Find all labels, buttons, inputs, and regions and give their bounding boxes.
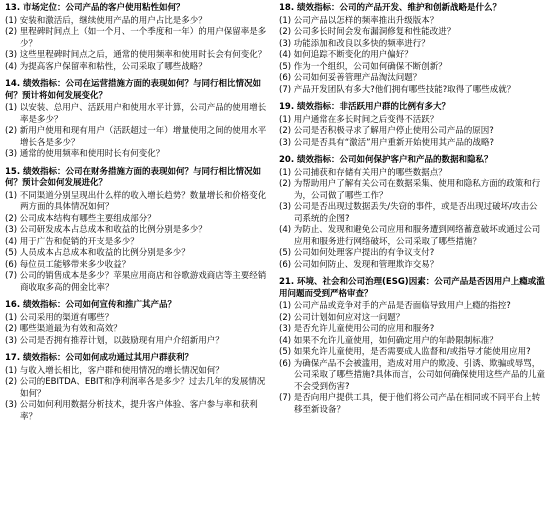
list-item: (5) 如果允许儿童使用，是否需要成人监督和/或指导才能使用应用? (279, 347, 531, 357)
section-title: 15. 绩效指标：公司在财务措施方面的表现如何？与同行相比情况如何？预计会如何发展进化？ (5, 166, 262, 188)
list-item: (1) 公司产品或竞争对手的产品是否面临导致用户上瘾的指控? (279, 301, 511, 311)
left-column (5, 3, 271, 429)
list-item: (1) 公司捕获和存储有关用户的哪些数据点？ (279, 167, 447, 178)
list-item: (3) 公司是否具有“激活”用户重新开始使用其产品的战略? (279, 137, 495, 148)
list-item: (7) 公司的销售成本是多少？苹果应用商店和谷歌游戏商店等主要经销商收取多高的佣金比率？ (5, 271, 267, 293)
list-item: (3) 公司是否出现过数据丢失/失窃的事件，或是否出现过破坏/攻击公司系统的企图? (279, 202, 538, 224)
list-item: (3) 功能添加和改良以多快的频率进行？ (279, 38, 430, 49)
list-item: (7) 产品开发团队有多大?他们拥有哪些技能?取得了哪些成就？ (279, 84, 516, 95)
list-item: (1) 不同渠道分别呈现出什么样的收入增长趋势？数量增长和价格变化两方面的具体情况如何？ (5, 190, 267, 212)
section-20 (279, 155, 545, 271)
list-item: (4) 用于广告和促销的开支是多少？ (5, 236, 139, 247)
list-item: (5) 公司如何处理客户提出的有争议支付? (279, 248, 435, 258)
list-item: (1) 用户通常在多长时间之后变得不活跃？ (279, 114, 439, 125)
list-item: (2) 公司计划如何应对这一问题？ (279, 312, 405, 323)
list-item: (3) 公司是否拥有推荐计划，以鼓励现有用户介绍新用户？ (5, 335, 224, 346)
list-item: (2) 公司成本结构有哪些主要组成部分？ (5, 213, 156, 224)
list-item: (2) 为帮助用户了解有关公司在数据采集、使用和隐私方面的政策和行为，公司做了哪些工作？ (279, 179, 541, 201)
list-item: (3) 是否允许儿童使用公司的应用和服务? (279, 324, 435, 334)
list-item: (4) 如果不允许儿童使用，如何确定用户的年龄限制标准？ (279, 335, 498, 346)
list-item: (5) 人员成本占总成本和收益的比例分别是多少？ (5, 248, 190, 258)
list-item: (1) 与收入增长相比，客户群和使用情况的增长情况如何？ (5, 365, 224, 376)
section-title: 14. 绩效指标：公司在运营措施方面的表现如何？与同行相比情况如何？预计将如何发展变化？ (5, 79, 262, 101)
list-item: (2) 公司是否积极寻求了解用户停止使用公司产品的原因? (279, 126, 494, 136)
section-19 (279, 102, 545, 149)
section-title: 16. 绩效指标：公司如何宣传和推广其产品？ (5, 300, 177, 310)
section-title: 21. 环境、社会和公司治理(ESG)因素：公司产品是否因用户上瘾或滥用问题而受到严格审查？ (279, 277, 545, 299)
section-18 (279, 3, 545, 96)
list-item: (1) 安装和激活后，继续使用产品的用户占比是多少？ (5, 15, 207, 26)
list-item: (1) 公司产品以怎样的频率推出升级版本？ (279, 15, 439, 26)
right-column (279, 3, 545, 422)
list-item: (4) 为防止、发现和避免公司应用和服务遭到网络蓄意破坏或通过公司应用和服务进行网络破坏，公司采取了哪些措施？ (279, 225, 541, 247)
section-15 (5, 167, 271, 295)
section-14 (5, 79, 271, 161)
list-item: (6) 每位员工能够带来多少收益？ (5, 259, 131, 270)
list-item: (1) 以安装、总用户、活跃用户和使用水平计算，公司产品的使用增长率是多少？ (5, 103, 267, 125)
section-title: 18. 绩效指标：公司的产品开发、维护和创新战略是什么？ (279, 3, 502, 13)
section-title: 19. 绩效指标：非活跃用户群的比例有多大？ (279, 102, 451, 112)
list-item: (6) 公司如何妥善管理产品淘汰问题？ (279, 73, 422, 83)
section-13 (5, 3, 271, 73)
list-item: (5) 作为一个组织，公司如何确保不断创新？ (279, 61, 447, 72)
list-item: (2) 公司多长时间会发布漏洞修复和性能改进？ (279, 27, 456, 37)
list-item: (3) 公司研发成本占总成本和收益的比例分别是多少？ (5, 225, 207, 235)
list-item: (4) 为提高客户保留率和粘性，公司采取了哪些战略？ (5, 61, 207, 72)
section-title: 17. 绩效指标：公司如何成功通过其用户群获利？ (5, 353, 194, 363)
list-item: (7) 是否向用户提供工具，便于他们将公司产品在相同或不同平台上转移至新设备？ (279, 393, 541, 415)
list-item: (4) 如何追踪不断变化的用户偏好？ (279, 50, 413, 60)
section-21 (279, 277, 545, 416)
list-item: (2) 新用户使用和现有用户（活跃超过一年）增量使用之间的使用水平增长各是多少？ (5, 126, 267, 148)
list-item: (3) 公司如何利用数据分析技术，提升客户体验、客户参与率和获利率？ (5, 400, 258, 422)
list-item: (6) 为确保产品不会被滥用，造成对用户的欺凌、引诱、欺骗或辱骂，公司采取了哪些措施?具体而言，公司如何确保使用这些产品的儿童不会受到伤害? (279, 358, 546, 392)
section-17 (5, 353, 271, 423)
list-item: (6) 公司如何防止、发现和管理欺诈交易？ (279, 259, 439, 270)
list-item: (2) 哪些渠道最为有效和高效？ (5, 324, 122, 334)
list-item: (3) 这些里程碑时间点之后，通常的使用频率和使用时长会有何变化？ (5, 50, 267, 60)
list-item: (1) 公司采用的渠道有哪些？ (5, 312, 114, 323)
section-title: 20. 绩效指标：公司如何保护客户和产品的数据和隐私？ (279, 155, 493, 165)
section-16 (5, 300, 271, 347)
list-item: (2) 里程碑时间点上（如一个月、一个季度和一年）的用户保留率是多少？ (5, 27, 267, 49)
list-item: (3) 通常的使用频率和使用时长有何变化？ (5, 149, 165, 159)
section-title: 13. 市场定位：公司产品的客户使用粘性如何？ (5, 3, 185, 13)
list-item: (2) 公司的EBITDA、EBIT和净利润率各是多少？过去几年的发展情况如何？ (5, 377, 266, 399)
